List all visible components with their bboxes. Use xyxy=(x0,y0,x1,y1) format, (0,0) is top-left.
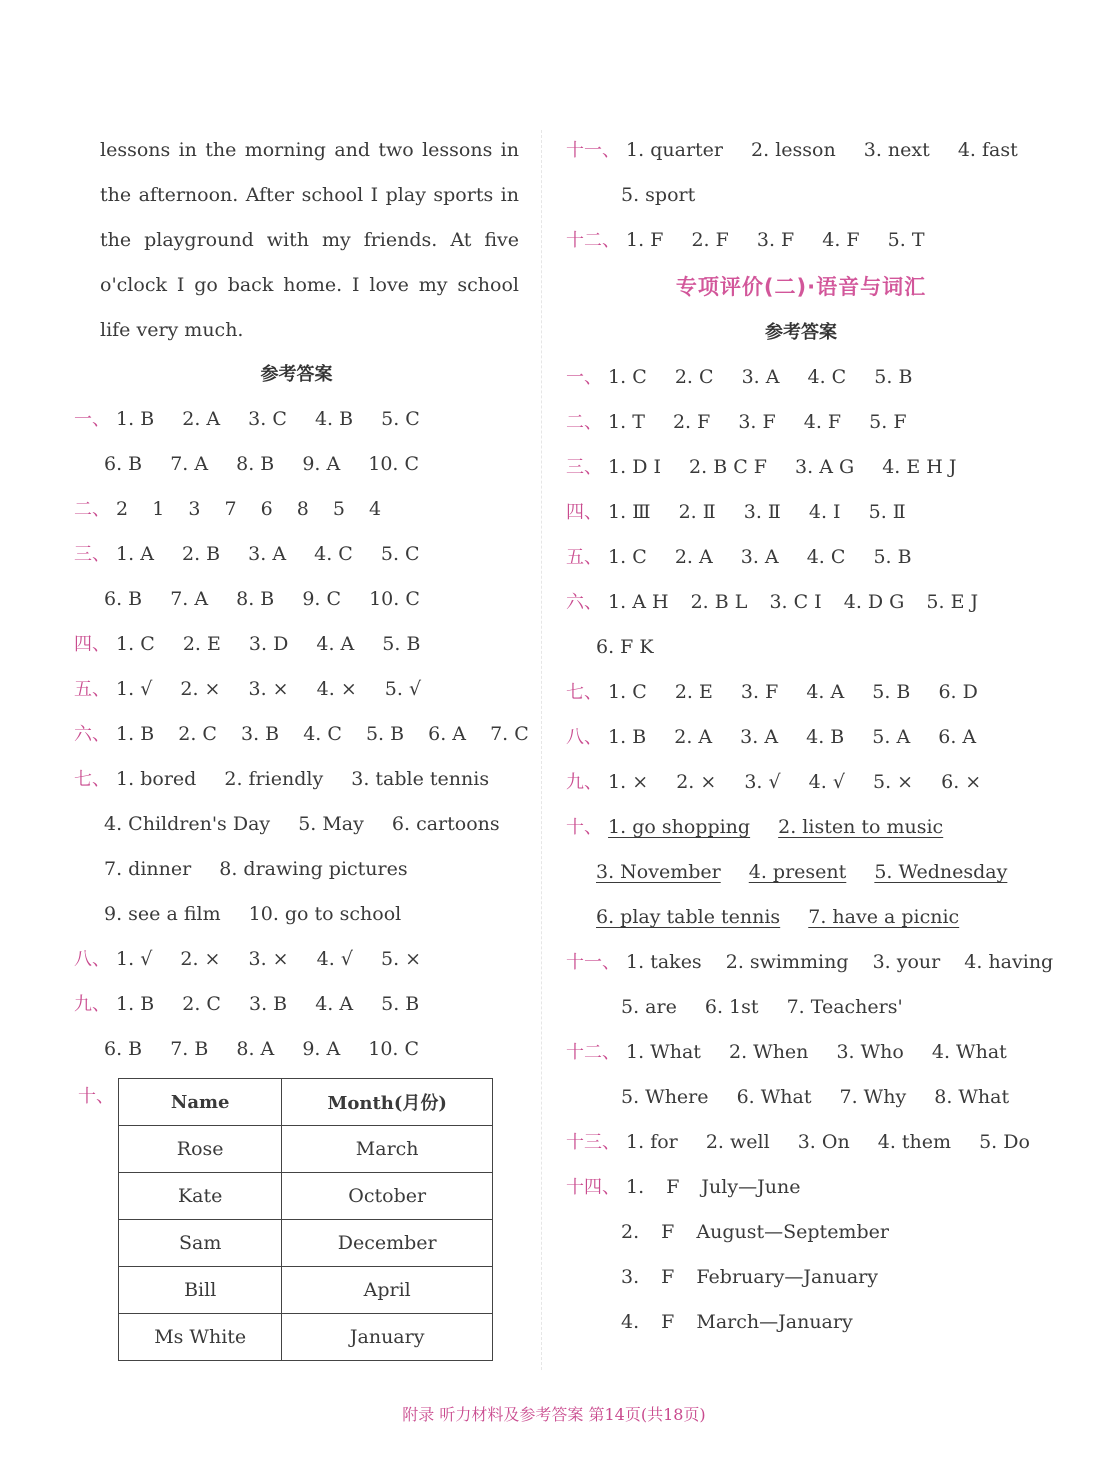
answer-item: 6. 1st xyxy=(704,996,759,1018)
answer-row xyxy=(566,490,1036,535)
answer-item: 8. A xyxy=(236,1038,275,1060)
answer-item: 4. C xyxy=(314,543,353,565)
answer-item: 2. B C F xyxy=(689,456,767,478)
answer-row xyxy=(566,1075,1036,1120)
table-cell: Sam xyxy=(119,1220,282,1267)
answer-item: 4. A xyxy=(806,681,845,703)
table-row xyxy=(119,1173,493,1220)
answer-item: 3. On xyxy=(797,1131,850,1153)
answer-item: 1. What xyxy=(626,1041,701,1063)
answer-item: 2. B L xyxy=(690,591,748,613)
answer-item: 3. F xyxy=(740,681,779,703)
answer-item: 2. B xyxy=(181,543,221,565)
answer-item: 4. × xyxy=(316,678,357,700)
table-cell: April xyxy=(282,1267,493,1314)
answer-row xyxy=(74,712,529,757)
name-month-table xyxy=(118,1078,493,1361)
answer-item: 5. May xyxy=(298,813,364,835)
answer-item: 1. bored xyxy=(116,768,197,790)
table-row xyxy=(119,1220,493,1267)
answer-item: 4. Children's Day xyxy=(104,813,271,835)
answer-item: 4. A xyxy=(315,993,354,1015)
section-label: 三、 xyxy=(566,457,602,478)
answer-item: 5. C xyxy=(380,543,420,565)
answer-title: 参考答案 xyxy=(260,364,333,385)
section-label: 十三、 xyxy=(566,1132,620,1153)
answer-row xyxy=(566,670,1036,715)
answer-item: 5. B xyxy=(381,993,420,1015)
answer-item: 6 xyxy=(260,498,273,520)
answer-row xyxy=(566,535,1036,580)
answer-item: 1. B xyxy=(116,723,155,745)
answer-item: 1. C xyxy=(608,546,647,568)
answer-row xyxy=(566,445,1036,490)
answer-item: 5. T xyxy=(887,229,925,251)
answer-item: 4 xyxy=(369,498,382,520)
passage-ending: lessons in the morning and two lessons in the afternoon. After school I play sports in the playground with my friends. At five o'clock I go back home. I love my school life very much. xyxy=(100,139,519,341)
answer-item: 2. F August—September xyxy=(621,1221,889,1243)
answer-item: 6. × xyxy=(941,771,982,793)
answer-item: 4. them xyxy=(877,1131,952,1153)
answer-item: 3 xyxy=(188,498,201,520)
answer-item: 1. A H xyxy=(608,591,669,613)
answer-item: 9. A xyxy=(302,1038,341,1060)
right-column xyxy=(566,128,1054,1345)
answer-item: 10. C xyxy=(368,1038,420,1060)
answer-item: 2. C xyxy=(674,366,714,388)
section-label: 六、 xyxy=(566,592,602,613)
section-label: 三、 xyxy=(74,544,110,565)
answer-item: 5. Do xyxy=(979,1131,1030,1153)
answer-item: 3. C I xyxy=(769,591,822,613)
answer-item: 2. listen to music xyxy=(778,816,944,838)
section-label: 七、 xyxy=(74,769,110,790)
answer-row xyxy=(566,715,1036,760)
answer-item: 10. C xyxy=(369,588,420,610)
left-column xyxy=(74,128,529,1361)
section-label: 五、 xyxy=(566,547,602,568)
answer-item: 2 xyxy=(116,498,129,520)
answer-item: 5. are xyxy=(621,996,677,1018)
table-cell: March xyxy=(282,1126,493,1173)
answer-item: 5. × xyxy=(872,771,914,793)
answer-item: 2. F xyxy=(691,229,729,251)
answer-item: 6. B xyxy=(104,453,143,475)
answer-item: 1. B xyxy=(116,408,155,430)
answer-item: 5. sport xyxy=(621,184,696,206)
answer-item: 3. table tennis xyxy=(351,768,490,790)
answer-item: 4. B xyxy=(314,408,354,430)
answer-item: 4. having xyxy=(964,951,1054,973)
answer-item: 8. B xyxy=(236,453,275,475)
answer-item: 2. E xyxy=(182,633,221,655)
answer-item: 1. T xyxy=(608,411,645,433)
answer-item: 5. B xyxy=(872,681,911,703)
answer-item: 4. C xyxy=(806,546,846,568)
answer-item: 1. C xyxy=(608,366,647,388)
page-footer: 附录 听力材料及参考答案 第14页(共18页) xyxy=(402,1405,706,1424)
section-title: 专项评价(二)·语音与词汇 xyxy=(675,275,927,299)
section-label: 一、 xyxy=(74,409,110,430)
answer-row xyxy=(566,1030,1036,1075)
answer-item: 3. F xyxy=(756,229,795,251)
answer-item: 1. C xyxy=(116,633,155,655)
answer-item: 6. play table tennis xyxy=(596,906,781,928)
answer-item: 3. B xyxy=(241,723,280,745)
answer-item: 7. have a picnic xyxy=(808,906,960,928)
table-header-row xyxy=(119,1079,493,1126)
answer-item: 6. A xyxy=(428,723,467,745)
answer-item: 10. C xyxy=(368,453,420,475)
answer-item: 7. A xyxy=(170,588,209,610)
answer-item: 1. F July—June xyxy=(626,1176,801,1198)
answer-item: 9. C xyxy=(302,588,342,610)
answer-row xyxy=(566,760,1036,805)
answer-item: 2. Ⅱ xyxy=(678,501,716,523)
answer-row xyxy=(74,532,519,577)
answer-item: 2. When xyxy=(729,1041,809,1063)
answer-row xyxy=(566,1255,1036,1300)
section-label: 十二、 xyxy=(566,230,620,251)
table-row xyxy=(119,1126,493,1173)
answer-item: 1. √ xyxy=(116,948,153,970)
answer-item: 8. What xyxy=(934,1086,1010,1108)
answer-item: 6. D xyxy=(938,681,978,703)
answer-item: 4. F xyxy=(803,411,842,433)
answer-item: 2. × xyxy=(180,948,221,970)
answer-item: 3. A xyxy=(740,726,779,748)
answer-item: 3. F xyxy=(738,411,776,433)
answer-item: 3. A xyxy=(248,543,287,565)
column-divider xyxy=(541,130,542,1370)
answer-item: 4. √ xyxy=(316,948,353,970)
section-label: 八、 xyxy=(566,727,602,748)
answer-item: 2. well xyxy=(705,1131,770,1153)
answer-row xyxy=(74,442,519,487)
answer-row xyxy=(74,397,519,442)
answer-row xyxy=(566,128,1036,173)
answer-item: 4. √ xyxy=(808,771,845,793)
table-cell: Bill xyxy=(119,1267,282,1314)
column-header: Month(月份) xyxy=(282,1079,493,1126)
answer-item: 1. F xyxy=(626,229,664,251)
answer-item: 5. √ xyxy=(384,678,422,700)
answer-row xyxy=(74,622,519,667)
answer-item: 1. × xyxy=(608,771,649,793)
answer-item: 1. A xyxy=(116,543,154,565)
table-cell: December xyxy=(282,1220,493,1267)
section-label: 十一、 xyxy=(566,952,620,973)
section-label: 八、 xyxy=(74,949,110,970)
answer-item: 6. cartoons xyxy=(391,813,500,835)
answer-item: 4. F March—January xyxy=(621,1311,853,1333)
answer-row xyxy=(74,757,519,802)
section-label: 九、 xyxy=(566,772,602,793)
section-label: 五、 xyxy=(74,679,110,700)
answer-item: 1. B xyxy=(608,726,647,748)
section-label: 六、 xyxy=(74,724,110,745)
answer-item: 5. Wednesday xyxy=(874,861,1008,883)
answer-item: 1. go shopping xyxy=(608,816,751,838)
answer-item: 5. B xyxy=(365,723,405,745)
answer-row xyxy=(566,1120,1036,1165)
answer-item: 2. E xyxy=(674,681,713,703)
answer-item: 4. E H J xyxy=(882,456,957,478)
answer-row xyxy=(74,667,519,712)
answer-row xyxy=(74,847,519,892)
answer-item: 3. D xyxy=(248,633,289,655)
answer-row xyxy=(74,937,519,982)
answer-item: 3. A G xyxy=(795,456,855,478)
answer-item: 2. C xyxy=(178,723,217,745)
answer-item: 2. A xyxy=(674,726,713,748)
answer-row xyxy=(566,625,1036,670)
answer-item: 7. B xyxy=(170,1038,209,1060)
answer-item: 1. C xyxy=(608,681,647,703)
answer-item: 1. √ xyxy=(116,678,153,700)
answer-item: 2. lesson xyxy=(751,139,836,161)
answer-item: 7. C xyxy=(490,723,529,745)
answer-item: 6. F K xyxy=(596,636,654,658)
answer-item: 7. A xyxy=(170,453,209,475)
table-row xyxy=(119,1314,493,1361)
answer-row xyxy=(566,173,1036,218)
answer-item: 9. see a film xyxy=(104,903,221,925)
answer-item: 3. your xyxy=(872,951,941,973)
answer-item: 9. A xyxy=(302,453,341,475)
answer-item: 2. A xyxy=(674,546,713,568)
answer-item: 7. Why xyxy=(839,1086,907,1108)
answer-item: 2. C xyxy=(182,993,221,1015)
answer-item: 4. fast xyxy=(957,139,1018,161)
answer-item: 4. C xyxy=(807,366,847,388)
answer-item: 7. dinner xyxy=(104,858,192,880)
answer-item: 2. × xyxy=(676,771,717,793)
answer-item: 2. A xyxy=(182,408,221,430)
answer-item: 6. What xyxy=(736,1086,812,1108)
answer-item: 1 xyxy=(152,498,165,520)
answer-row xyxy=(566,400,1036,445)
section-ten-table-block xyxy=(74,1078,519,1361)
section-label: 四、 xyxy=(74,634,110,655)
answer-item: 5. Where xyxy=(621,1086,709,1108)
section-label: 十二、 xyxy=(566,1042,620,1063)
section-label: 二、 xyxy=(566,412,602,433)
answer-row xyxy=(566,850,1036,895)
answer-item: 3. Who xyxy=(836,1041,904,1063)
answer-item: 7 xyxy=(224,498,237,520)
section-label: 九、 xyxy=(74,994,110,1015)
section-label: 二、 xyxy=(74,499,110,520)
answer-item: 6. B xyxy=(104,1038,143,1060)
answer-item: 5. B xyxy=(874,366,913,388)
answer-item: 1. D I xyxy=(608,456,661,478)
answer-item: 1. quarter xyxy=(626,139,723,161)
answer-item: 3. C xyxy=(248,408,287,430)
answer-item: 3. × xyxy=(248,678,289,700)
answer-row xyxy=(566,940,1054,985)
answer-row xyxy=(566,1210,1036,1255)
table-cell: Kate xyxy=(119,1173,282,1220)
answer-item: 5. A xyxy=(872,726,911,748)
answer-item: 5. × xyxy=(380,948,422,970)
answer-item: 1. takes xyxy=(626,951,702,973)
answer-item: 4. A xyxy=(316,633,355,655)
answer-item: 6. A xyxy=(938,726,977,748)
answer-row xyxy=(566,355,1036,400)
answer-item: 5. Ⅱ xyxy=(868,501,906,523)
table-row xyxy=(119,1267,493,1314)
table-cell: January xyxy=(282,1314,493,1361)
answer-item: 4. F xyxy=(822,229,860,251)
answer-row xyxy=(74,982,519,1027)
answer-item: 7. Teachers' xyxy=(786,996,903,1018)
section-label: 十一、 xyxy=(566,140,620,161)
answer-item: 2. × xyxy=(180,678,221,700)
answer-title: 参考答案 xyxy=(765,322,837,343)
section-label: 十、 xyxy=(566,817,602,838)
answer-item: 2. swimming xyxy=(725,951,849,973)
answer-row xyxy=(566,895,1036,940)
answer-item: 1. Ⅲ xyxy=(608,501,651,523)
section-label: 十、 xyxy=(78,1086,114,1107)
answer-item: 4. present xyxy=(748,861,847,883)
answer-item: 10. go to school xyxy=(248,903,402,925)
answer-item: 5 xyxy=(332,498,345,520)
answer-row xyxy=(74,1027,519,1072)
answer-item: 3. next xyxy=(863,139,930,161)
section-label: 十四、 xyxy=(566,1177,620,1198)
answer-item: 3. F February—January xyxy=(621,1266,878,1288)
answer-row xyxy=(566,805,1036,850)
answer-item: 8 xyxy=(296,498,309,520)
answer-item: 1. for xyxy=(626,1131,678,1153)
answer-item: 3. A xyxy=(741,366,780,388)
answer-item: 3. × xyxy=(248,948,289,970)
answer-item: 3. November xyxy=(596,861,721,883)
answer-row xyxy=(566,218,1036,263)
answer-item: 3. Ⅱ xyxy=(743,501,781,523)
answer-row xyxy=(74,802,519,847)
answer-item: 8. B xyxy=(236,588,275,610)
answer-item: 4. What xyxy=(931,1041,1007,1063)
answer-item: 1. B xyxy=(116,993,155,1015)
answer-item: 2. F xyxy=(672,411,711,433)
section-label: 七、 xyxy=(566,682,602,703)
table-cell: October xyxy=(282,1173,493,1220)
section-label: 一、 xyxy=(566,367,602,388)
answer-row xyxy=(74,487,519,532)
answer-row xyxy=(566,1165,1036,1210)
answer-item: 5. B xyxy=(382,633,421,655)
answer-item: 5. C xyxy=(381,408,420,430)
answer-row xyxy=(566,580,1036,625)
answer-item: 8. drawing pictures xyxy=(219,858,408,880)
answer-item: 5. F xyxy=(869,411,907,433)
answer-item: 3. √ xyxy=(744,771,781,793)
section-label: 四、 xyxy=(566,502,602,523)
answer-item: 5. E J xyxy=(926,591,979,613)
answer-item: 4. C xyxy=(303,723,342,745)
column-header: Name xyxy=(119,1079,282,1126)
answer-item: 4. Ⅰ xyxy=(808,501,841,523)
answer-row xyxy=(566,1300,1036,1345)
table-cell: Ms White xyxy=(119,1314,282,1361)
table-cell: Rose xyxy=(119,1126,282,1173)
answer-item: 2. friendly xyxy=(224,768,324,790)
answer-item: 4. B xyxy=(806,726,845,748)
answer-item: 6. B xyxy=(104,588,143,610)
answer-item: 3. A xyxy=(740,546,779,568)
answer-item: 3. B xyxy=(249,993,288,1015)
answer-row xyxy=(566,985,1036,1030)
answer-item: 5. B xyxy=(873,546,912,568)
answer-row xyxy=(74,577,519,622)
answer-item: 4. D G xyxy=(843,591,905,613)
answer-row xyxy=(74,892,519,937)
